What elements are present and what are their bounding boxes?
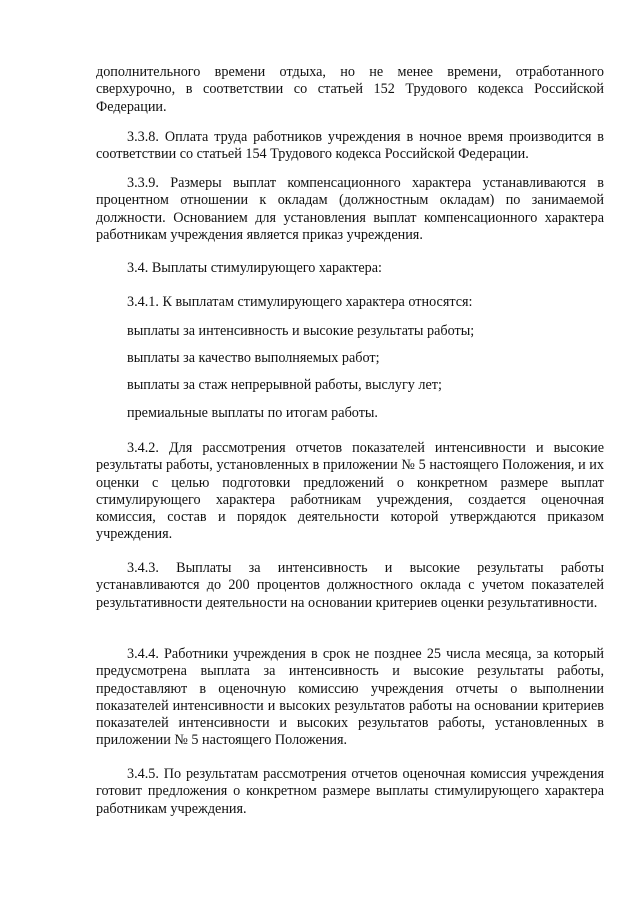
paragraph-3-4-2: 3.4.2. Для рассмотрения отчетов показателей интенсивности и высокие результаты работы, установленных в приложении № 5 настоящего Положения, и их оценки с целью подготовки предложений о конкретном размере выплат стимулирующего характера работникам учреждения, создается оценочная комиссия, состав и порядок деятельности которой утверждаются приказом учреждения. (96, 440, 604, 543)
paragraph-3-4-5: 3.4.5. По результатам рассмотрения отчетов оценочная комиссия учреждения готовит предложения о конкретном размере выплаты стимулирующего характера работникам учреждения. (96, 766, 604, 817)
paragraph-3-3-9: 3.3.9. Размеры выплат компенсационного характера устанавливаются в процентном отношении к окладам (должностным окладам) по занимаемой должности. Основанием для установления выплат компенсационного характера работникам учреждения является приказ учреждения. (96, 175, 604, 243)
paragraph-3-4-1: 3.4.1. К выплатам стимулирующего характера относятся: (127, 294, 473, 310)
list-item: выплаты за качество выполняемых работ; (127, 350, 380, 366)
paragraph-rest-time: дополнительного времени отдыха, но не менее времени, отработанного сверхурочно, в соответствии со статьей 152 Трудового кодекса Российской Федерации. (96, 64, 604, 115)
list-item: выплаты за стаж непрерывной работы, выслугу лет; (127, 377, 442, 393)
paragraph-3-4: 3.4. Выплаты стимулирующего характера: (127, 260, 382, 276)
list-item: выплаты за интенсивность и высокие результаты работы; (127, 323, 475, 339)
list-item: премиальные выплаты по итогам работы. (127, 405, 378, 421)
paragraph-3-3-8: 3.3.8. Оплата труда работников учреждения в ночное время производится в соответствии со статьей 154 Трудового кодекса Российской Федерации. (96, 129, 604, 163)
paragraph-3-4-3: 3.4.3. Выплаты за интенсивность и высокие результаты работы устанавливаются до 200 процентов должностного оклада с учетом показателей результативности деятельности на основании критериев оценки результативности. (96, 560, 604, 611)
paragraph-3-4-4: 3.4.4. Работники учреждения в срок не позднее 25 числа месяца, за который предусмотрена выплата за интенсивность и высокие результаты работы, предоставляют в оценочную комиссию учреждения отчеты о выполнении показателей интенсивности и высоких результатов работы на основании критериев показателей интенсивности и высоких результатов работы, установленных в приложении № 5 настоящего Положения. (96, 646, 604, 749)
